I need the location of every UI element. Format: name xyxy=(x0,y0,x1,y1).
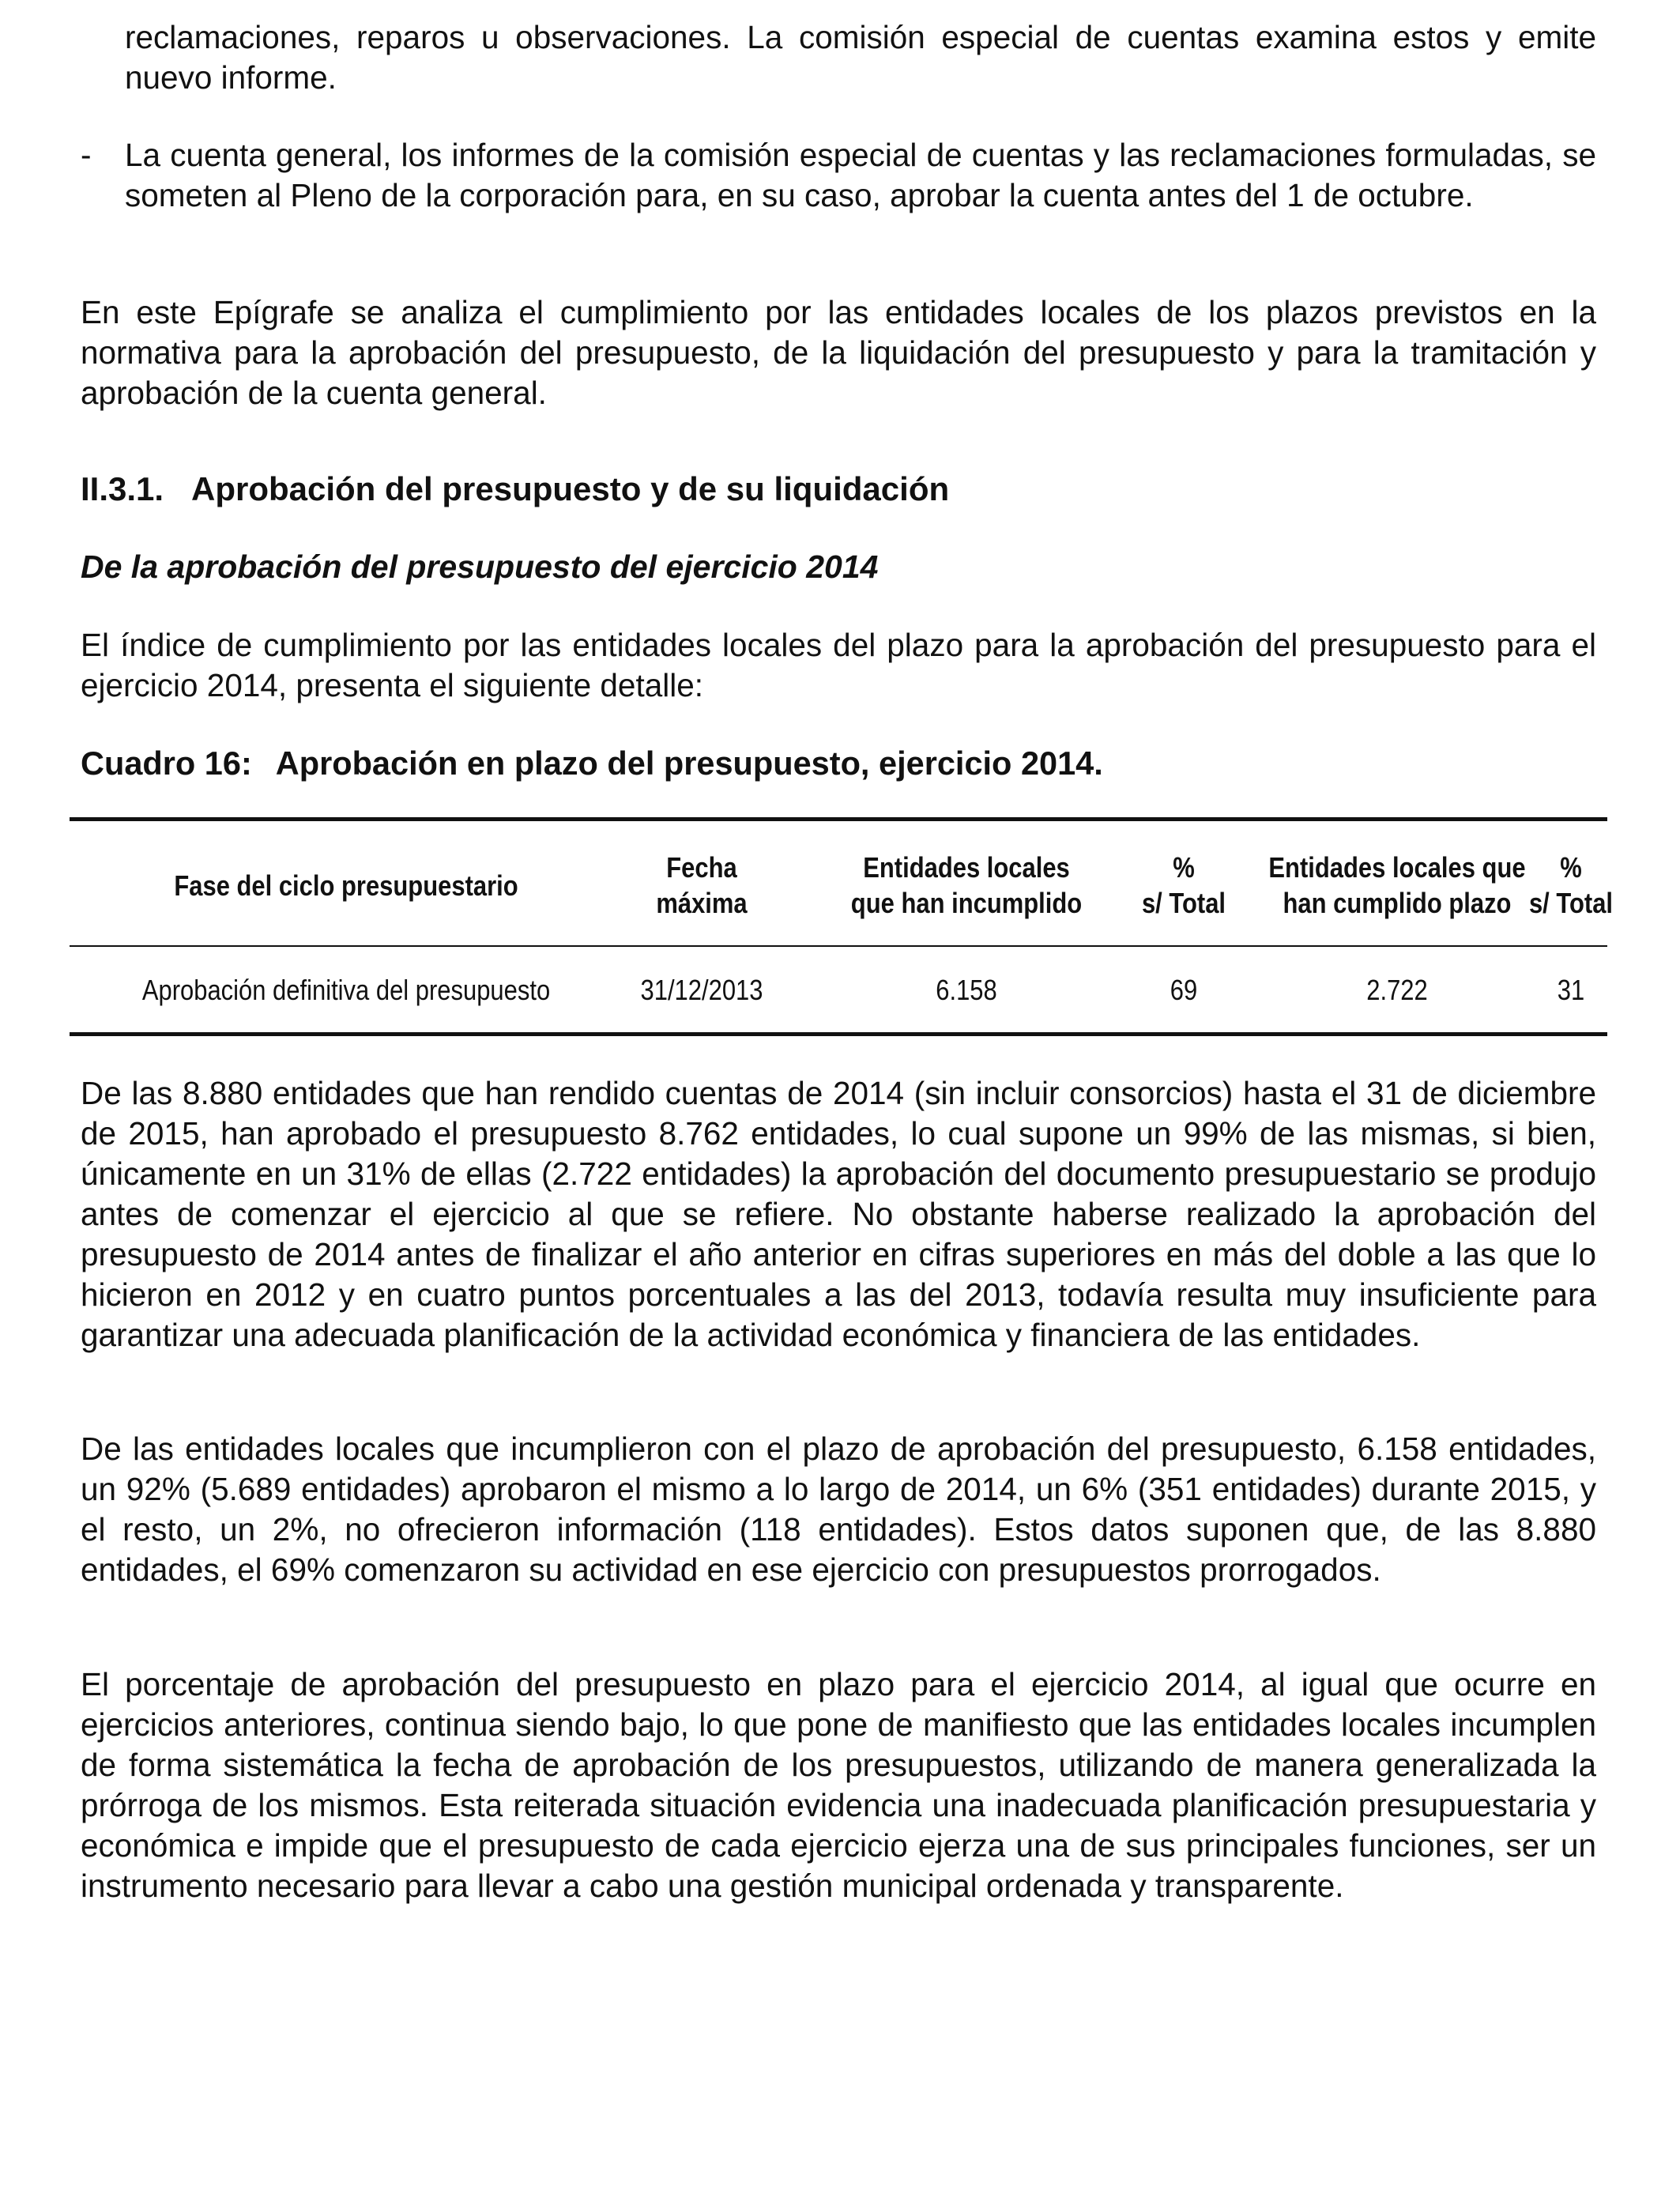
header-compliant-line2: han cumplido plazo xyxy=(1283,887,1512,919)
table-caption-title: Aprobación en plazo del presupuesto, ejercicio 2014. xyxy=(275,745,1103,782)
body-paragraph-2: De las entidades locales que incumplieron con el plazo de aprobación del presupuesto, 6.158 entidades, un 92% (5.689 entidades) aprobaron el mismo a lo largo de 2014, un 6% (351 entidades) durante 2015, y el resto, un 2%, no ofrecieron información (118 entidades). Estos datos suponen que, de las 8.880 entidades, el 69% comenzaron su actividad en ese ejercicio con presupuestos prorrogados. xyxy=(81,1431,1596,1588)
lead-paragraph: El índice de cumplimiento por las entidades locales del plazo para la aprobación del presupuesto para el ejercicio 2014, presenta el siguiente detalle: xyxy=(81,627,1596,703)
section-title: Aprobación del presupuesto y de su liquidación xyxy=(191,470,950,507)
header-phase-line1: Fase del ciclo presupuestario xyxy=(174,869,518,902)
header-date xyxy=(593,825,810,945)
intro-paragraph: En este Epígrafe se analiza el cumplimiento por las entidades locales de los plazos previstos en la normativa para la aprobación del presupuesto, de la liquidación del presupuesto y para la tramitación y aprobación de la cuenta general. xyxy=(81,294,1596,411)
section-heading xyxy=(81,469,949,509)
header-phase xyxy=(108,825,584,945)
header-date-line1: Fecha xyxy=(666,851,737,884)
bullet-continuation-text: reclamaciones, reparos u observaciones. La comisión especial de cuentas examina estos y emite nuevo informe. xyxy=(125,19,1596,96)
header-pct2-line1: % xyxy=(1560,851,1582,884)
header-date-line2: máxima xyxy=(656,887,748,919)
header-non-compliant-line2: que han incumplido xyxy=(850,887,1083,919)
cell-date: 31/12/2013 xyxy=(640,974,763,1006)
subsection-heading: De la aprobación del presupuesto del ejercicio 2014 xyxy=(81,548,879,585)
table-caption xyxy=(81,743,1103,783)
header-non-compliant-line1: Entidades locales xyxy=(863,851,1070,884)
cell-non-compliant: 6.158 xyxy=(936,974,997,1006)
header-compliant-line1: Entidades locales que xyxy=(1268,851,1526,884)
cell-pct-compliant: 31 xyxy=(1557,974,1585,1006)
cell-compliant: 2.722 xyxy=(1366,974,1428,1006)
table-top-rule xyxy=(70,817,1607,821)
header-pct-line2: s/ Total xyxy=(1141,887,1226,919)
section-number: II.3.1. xyxy=(81,470,164,507)
header-pct-line1: % xyxy=(1173,851,1195,884)
table-bottom-rule xyxy=(70,1032,1607,1036)
table-row xyxy=(70,948,1607,1032)
header-pct2-line2: s/ Total xyxy=(1528,887,1614,919)
body-paragraph-1: De las 8.880 entidades que han rendido cuentas de 2014 (sin incluir consorcios) hasta el 31 de diciembre de 2015, han aprobado el presupuesto 8.762 entidades, lo cual supone un 99% de las mismas, si bien, únicamente en un 31% de ellas (2.722 entidades) la aprobación del documento presupuestario se produjo antes de comenzar el ejercicio al que se refiere. No obstante haberse realizado la aprobación del presupuesto de 2014 antes de finalizar el año anterior en cifras superiores en más del doble a las que lo hicieron en 2012 y en cuatro puntos porcentuales a las del 2013, todavía resulta muy insuficiente para garantizar una adecuada planificación de la actividad económica y financiera de las entidades. xyxy=(81,1075,1596,1353)
header-non-compliant xyxy=(814,825,1120,945)
table-header xyxy=(70,825,1614,945)
cell-pct-non-compliant: 69 xyxy=(1170,974,1198,1006)
bullet-text: La cuenta general, los informes de la comisión especial de cuentas y las reclamaciones formuladas, se someten al Pleno de la corporación para, en su caso, aprobar la cuenta antes del 1 de octubre. xyxy=(125,137,1596,213)
body-paragraph-3: El porcentaje de aprobación del presupuesto en plazo para el ejercicio 2014, al igual que ocurre en ejercicios anteriores, continua siendo bajo, lo que pone de manifiesto que las entidades locales incumplen de forma sistemática la fecha de aprobación de los presupuestos, utilizando de manera generalizada la prórroga de los mismos. Esta reiterada situación evidencia una inadecuada planificación presupuestaria y económica e impide que el presupuesto de cada ejercicio ejerza una de sus principales funciones, ser un instrumento necesario para llevar a cabo una gestión municipal ordenada y transparente. xyxy=(81,1666,1596,1904)
header-pct-compliant xyxy=(1496,825,1645,945)
cell-phase: Aprobación definitiva del presupuesto xyxy=(141,974,551,1006)
table-header-rule xyxy=(70,945,1607,947)
bullet-dash: - xyxy=(81,137,92,173)
table-caption-label: Cuadro 16: xyxy=(81,745,252,782)
